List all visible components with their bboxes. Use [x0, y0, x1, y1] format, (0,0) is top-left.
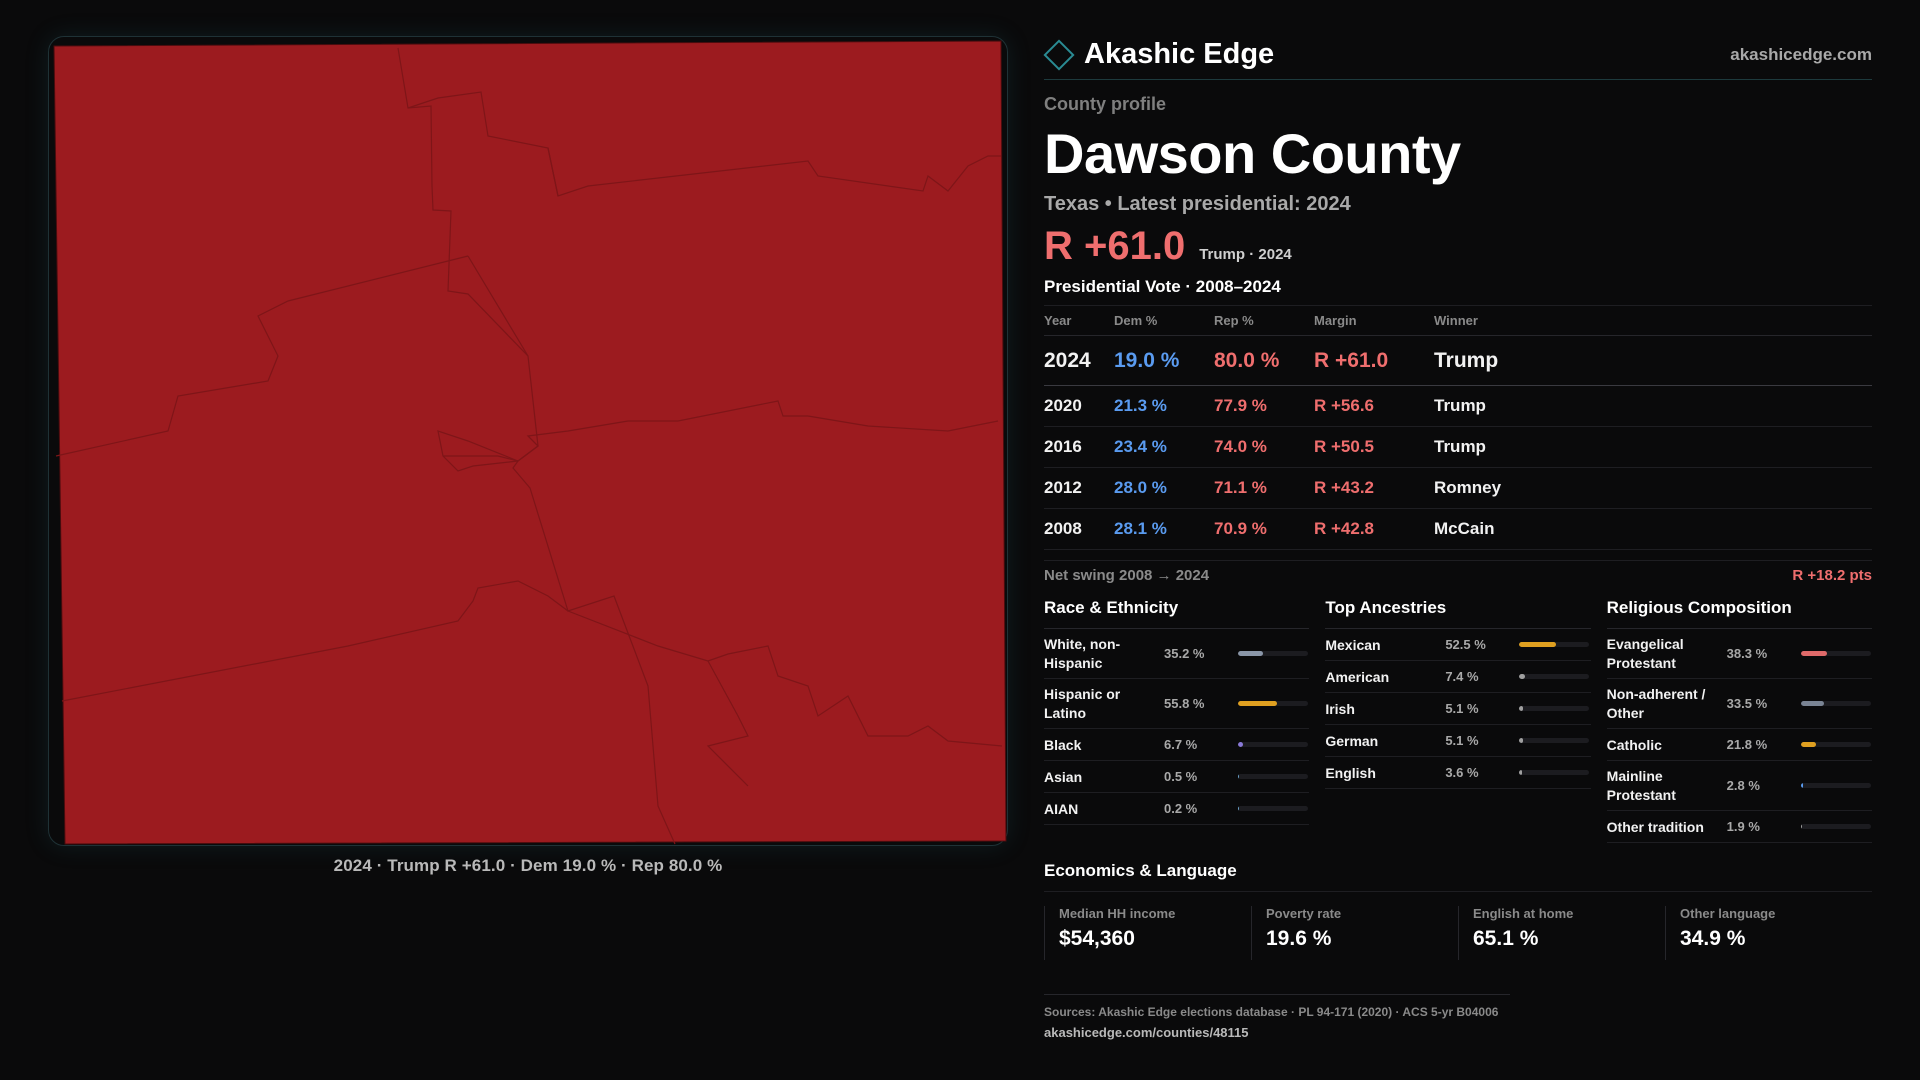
- list-item: [1607, 729, 1872, 761]
- stat-label: Other tradition: [1606, 818, 1704, 835]
- table-row: [1044, 427, 1872, 468]
- diamond-logo-icon: [1043, 39, 1074, 70]
- stat-bar: [1801, 701, 1871, 706]
- stat-bar: [1238, 774, 1308, 779]
- cell-rep: 71.1 %: [1214, 468, 1314, 509]
- col-header-winner: Winner: [1434, 306, 1872, 336]
- stat-bar: [1519, 706, 1589, 711]
- stat-bar: [1238, 701, 1308, 706]
- margin-value: R +61.0: [1044, 223, 1186, 268]
- stat-label: AIAN: [1044, 800, 1079, 817]
- stat-value: 7.4 %: [1445, 669, 1479, 685]
- bar-fill: [1238, 806, 1239, 811]
- brand-url-link[interactable]: akashicedge.com: [1730, 44, 1872, 64]
- list-item: [1607, 761, 1872, 811]
- demographics-columns: [1044, 598, 1872, 843]
- col-header-margin: Margin: [1314, 306, 1434, 336]
- bar-fill: [1519, 770, 1522, 775]
- stat-bar: [1519, 770, 1589, 775]
- stat-bar: [1519, 738, 1589, 743]
- cell-dem: 23.4 %: [1114, 427, 1214, 468]
- swing-label: Net swing 2008 → 2024: [1044, 567, 1210, 585]
- ancestry-section: [1325, 598, 1590, 843]
- religion-title: Religious Composition: [1607, 598, 1872, 629]
- cell-margin: R +61.0: [1314, 336, 1434, 386]
- econ-cell-other-language: [1665, 906, 1872, 960]
- list-item: [1325, 661, 1590, 693]
- religion-section: [1607, 598, 1872, 843]
- list-item: [1044, 793, 1309, 825]
- county-shape[interactable]: [54, 41, 1006, 844]
- stat-label: English: [1325, 764, 1376, 781]
- stat-value: 0.2 %: [1164, 801, 1198, 817]
- stat-value: 2.8 %: [1726, 778, 1760, 794]
- stat-bar: [1519, 674, 1589, 679]
- stat-value: 33.5 %: [1726, 696, 1768, 712]
- sources-footer: [1044, 994, 1510, 1040]
- bar-fill: [1801, 824, 1802, 829]
- sources-text: Sources: Akashic Edge elections database · PL 94-171 (2020) · ACS 5-yr B04006: [1044, 1005, 1499, 1020]
- swing-value: R +18.2 pts: [1792, 567, 1872, 585]
- econ-label: Median HH income: [1059, 906, 1176, 922]
- headline-margin: [1044, 224, 1872, 269]
- stat-label: Hispanic or Latino: [1044, 686, 1121, 721]
- list-item: [1325, 725, 1590, 757]
- stat-value: 5.1 %: [1445, 733, 1479, 749]
- bar-fill: [1238, 651, 1263, 656]
- cell-rep: 77.9 %: [1214, 386, 1314, 427]
- county-map[interactable]: [48, 36, 1008, 846]
- bar-fill: [1519, 738, 1523, 743]
- list-item: [1044, 629, 1309, 679]
- cell-year: 2012: [1044, 468, 1114, 509]
- source-url-link[interactable]: akashicedge.com/counties/48115: [1044, 1025, 1249, 1041]
- bar-fill: [1801, 742, 1816, 747]
- cell-winner: Romney: [1434, 468, 1872, 509]
- stat-value: 55.8 %: [1164, 696, 1205, 712]
- stat-label: Mexican: [1325, 636, 1381, 653]
- cell-year: 2016: [1044, 427, 1114, 468]
- stat-label: American: [1325, 668, 1390, 685]
- cell-dem: 28.1 %: [1114, 509, 1214, 550]
- race-title: Race & Ethnicity: [1044, 598, 1309, 629]
- margin-note: Trump · 2024: [1199, 245, 1292, 263]
- cell-margin: R +56.6: [1314, 386, 1434, 427]
- stat-bar: [1801, 742, 1871, 747]
- stat-label: German: [1325, 732, 1379, 749]
- table-row: [1044, 509, 1872, 550]
- table-row: [1044, 336, 1872, 386]
- map-caption: 2024 · Trump R +61.0 · Dem 19.0 % · Rep 80.0 %: [333, 856, 723, 875]
- list-item: [1044, 761, 1309, 793]
- race-section: [1044, 598, 1309, 843]
- stat-label: Irish: [1325, 700, 1355, 717]
- econ-cell-income: [1044, 906, 1251, 960]
- col-header-rep: Rep %: [1214, 306, 1314, 336]
- table-row: [1044, 386, 1872, 427]
- cell-year: 2024: [1044, 336, 1114, 386]
- subtitle: Texas • Latest presidential: 2024: [1044, 192, 1351, 215]
- profile-panel: [1044, 34, 1872, 1040]
- stat-bar: [1519, 642, 1589, 647]
- stat-label: Black: [1044, 736, 1082, 753]
- stat-label: Evangelical Protestant: [1606, 636, 1684, 671]
- stat-bar: [1238, 806, 1308, 811]
- page-title: Dawson County: [1044, 122, 1461, 185]
- list-item: [1325, 693, 1590, 725]
- cell-winner: McCain: [1434, 509, 1872, 550]
- col-header-year: Year: [1044, 306, 1114, 336]
- bar-fill: [1238, 701, 1277, 706]
- cell-dem: 19.0 %: [1114, 336, 1214, 386]
- cell-dem: 28.0 %: [1114, 468, 1214, 509]
- stat-label: Asian: [1044, 768, 1083, 785]
- cell-margin: R +43.2: [1314, 468, 1434, 509]
- list-item: [1044, 729, 1309, 761]
- stat-bar: [1801, 651, 1871, 656]
- bar-fill: [1519, 642, 1556, 647]
- list-item: [1607, 811, 1872, 843]
- stat-value: 1.9 %: [1726, 819, 1760, 835]
- bar-fill: [1238, 774, 1239, 779]
- stat-label: Mainline Protestant: [1606, 768, 1676, 803]
- stat-label: Non-adherent / Other: [1606, 686, 1706, 721]
- brand[interactable]: [1044, 38, 1274, 71]
- econ-value: 19.6 %: [1266, 927, 1332, 951]
- cell-dem: 21.3 %: [1114, 386, 1214, 427]
- econ-value: $54,360: [1059, 927, 1135, 951]
- vote-table-header: [1044, 306, 1872, 336]
- brand-header: [1044, 34, 1872, 80]
- cell-rep: 80.0 %: [1214, 336, 1314, 386]
- net-swing: [1044, 560, 1872, 584]
- bar-fill: [1519, 674, 1524, 679]
- econ-label: English at home: [1473, 906, 1574, 922]
- cell-winner: Trump: [1434, 386, 1872, 427]
- stat-value: 52.5 %: [1445, 637, 1486, 653]
- bar-fill: [1801, 651, 1828, 656]
- col-header-dem: Dem %: [1114, 306, 1214, 336]
- cell-margin: R +50.5: [1314, 427, 1434, 468]
- economics-grid: [1044, 906, 1872, 960]
- stat-value: 6.7 %: [1164, 737, 1198, 753]
- list-item: [1325, 757, 1590, 789]
- stat-label: White, non-Hispanic: [1044, 636, 1121, 671]
- vote-table: [1044, 306, 1872, 551]
- economics-title: Economics & Language: [1044, 861, 1872, 892]
- vote-section-title: Presidential Vote · 2008–2024: [1044, 277, 1872, 306]
- cell-rep: 74.0 %: [1214, 427, 1314, 468]
- cell-rep: 70.9 %: [1214, 509, 1314, 550]
- list-item: [1325, 629, 1590, 661]
- cell-year: 2020: [1044, 386, 1114, 427]
- econ-cell-poverty: [1251, 906, 1458, 960]
- bar-fill: [1801, 701, 1824, 706]
- stat-value: 5.1 %: [1445, 701, 1479, 717]
- econ-value: 65.1 %: [1473, 927, 1539, 951]
- stat-bar: [1238, 742, 1308, 747]
- econ-cell-english: [1458, 906, 1665, 960]
- stat-label: Catholic: [1606, 736, 1662, 753]
- cell-winner: Trump: [1434, 427, 1872, 468]
- stat-value: 21.8 %: [1726, 737, 1768, 753]
- cell-year: 2008: [1044, 509, 1114, 550]
- list-item: [1607, 629, 1872, 679]
- eyebrow: County profile: [1044, 94, 1166, 114]
- econ-label: Other language: [1680, 906, 1776, 922]
- stat-bar: [1238, 651, 1308, 656]
- stat-value: 35.2 %: [1164, 646, 1205, 662]
- table-row: [1044, 468, 1872, 509]
- stat-value: 0.5 %: [1164, 769, 1198, 785]
- list-item: [1607, 679, 1872, 729]
- bar-fill: [1238, 742, 1243, 747]
- bar-fill: [1519, 706, 1523, 711]
- econ-value: 34.9 %: [1680, 927, 1746, 951]
- stat-value: 38.3 %: [1726, 646, 1768, 662]
- stat-bar: [1801, 783, 1871, 788]
- econ-label: Poverty rate: [1266, 906, 1342, 922]
- cell-margin: R +42.8: [1314, 509, 1434, 550]
- stat-bar: [1801, 824, 1871, 829]
- ancestry-title: Top Ancestries: [1325, 598, 1590, 629]
- list-item: [1044, 679, 1309, 729]
- bar-fill: [1801, 783, 1803, 788]
- brand-name: Akashic Edge: [1084, 38, 1275, 70]
- stat-value: 3.6 %: [1445, 765, 1479, 781]
- cell-winner: Trump: [1434, 336, 1872, 386]
